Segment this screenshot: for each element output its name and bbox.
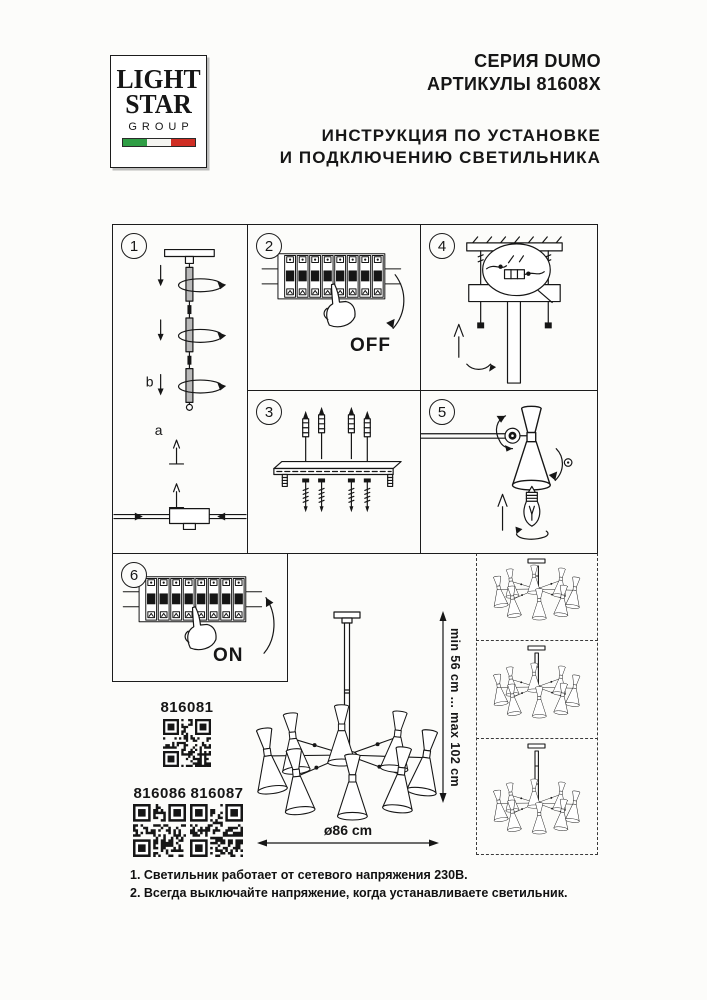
curved-down-arrow-icon [386,275,404,329]
up-arrow-icon [454,324,463,357]
screw-icon [364,478,371,512]
step-5-panel [420,390,598,554]
up-arrow-icon [498,494,507,530]
down-arrow-icon [158,265,164,286]
down-arrow-icon [158,375,164,396]
pin-arrow-icon [170,440,184,464]
step-6-number: 6 [121,562,147,588]
title-line-1: ИНСТРУКЦИЯ ПО УСТАНОВКЕ [321,126,601,145]
article-numbers: АРТИКУЛЫ 81608X [427,74,601,94]
note-switch-off: 2. Всегда выключайте напряжение, когда устанавливаете светильник. [130,886,568,900]
flag-red [171,139,195,146]
step-4-panel [420,224,598,391]
italian-flag-icon [122,138,196,147]
diameter-dimension-arrow [253,836,443,850]
step-3-panel [247,390,421,554]
on-label: ON [213,645,244,666]
screw-icon [318,478,325,512]
header-text [280,50,601,169]
qr-code-816081 [163,719,211,772]
height-dimension-label: min 56 cm ... max 102 cm [448,627,462,787]
label-a: a [154,422,163,439]
screw-in-arrow-icon [515,527,548,540]
tilt-arrow-icon [549,449,563,481]
step1-rod-assembly-diagram [113,225,247,553]
step-4-number: 4 [429,233,455,259]
lamp-shade-icon [513,406,551,490]
logo-word-light: LIGHT [116,64,201,94]
off-label: OFF [350,335,391,356]
qr-code-816086 [133,804,186,862]
dowel-icon [319,407,325,459]
screw-hole-icon [564,459,572,467]
step-3-number: 3 [256,399,282,425]
screw-icon [348,478,355,512]
variant-divider [476,738,598,739]
document-title [280,125,601,169]
variant-medium-rod-chandelier [477,643,597,737]
knob-icon [505,428,520,443]
dowel-icon [364,411,370,463]
flag-green [123,139,147,146]
light-bulb-icon [524,486,540,526]
logo-word-star: STAR [125,89,192,119]
qr-code-816087 [190,804,243,862]
qr-label-816087: 816087 [190,785,244,802]
variant-divider [476,640,598,641]
screw-icon [302,478,309,512]
diameter-dimension-label: ø86 cm [323,822,373,838]
logo-word-group: GROUP [128,121,194,133]
title-line-2: И ПОДКЛЮЧЕНИЮ СВЕТИЛЬНИКА [279,148,601,167]
flag-white [147,139,171,146]
variant-short-rod-chandelier [477,556,597,639]
down-arrow-icon [158,320,164,341]
step-1-panel [112,224,248,554]
label-b: b [145,373,154,390]
grid-bottom-line [287,553,476,554]
end-dowel-icon [282,474,287,486]
pin-arrow-icon [170,484,184,508]
dowel-icon [303,411,309,463]
footer-notes [130,866,590,902]
qr-label-816081: 816081 [160,699,214,716]
qr-label-816086: 816086 [133,785,187,802]
dowel-icon [348,407,354,459]
lightstar-logo [110,55,207,168]
end-dowel-icon [388,474,393,486]
variant-long-rod-chandelier [477,741,597,854]
step-1-number: 1 [121,233,147,259]
series-name: СЕРИЯ DUMO [474,51,601,71]
note-voltage: 1. Светильник работает от сетевого напряжения 230В. [130,868,468,882]
step-2-panel [247,224,421,391]
step-2-number: 2 [256,233,282,259]
step-5-number: 5 [429,399,455,425]
rotate-arrow-icon [467,364,496,371]
